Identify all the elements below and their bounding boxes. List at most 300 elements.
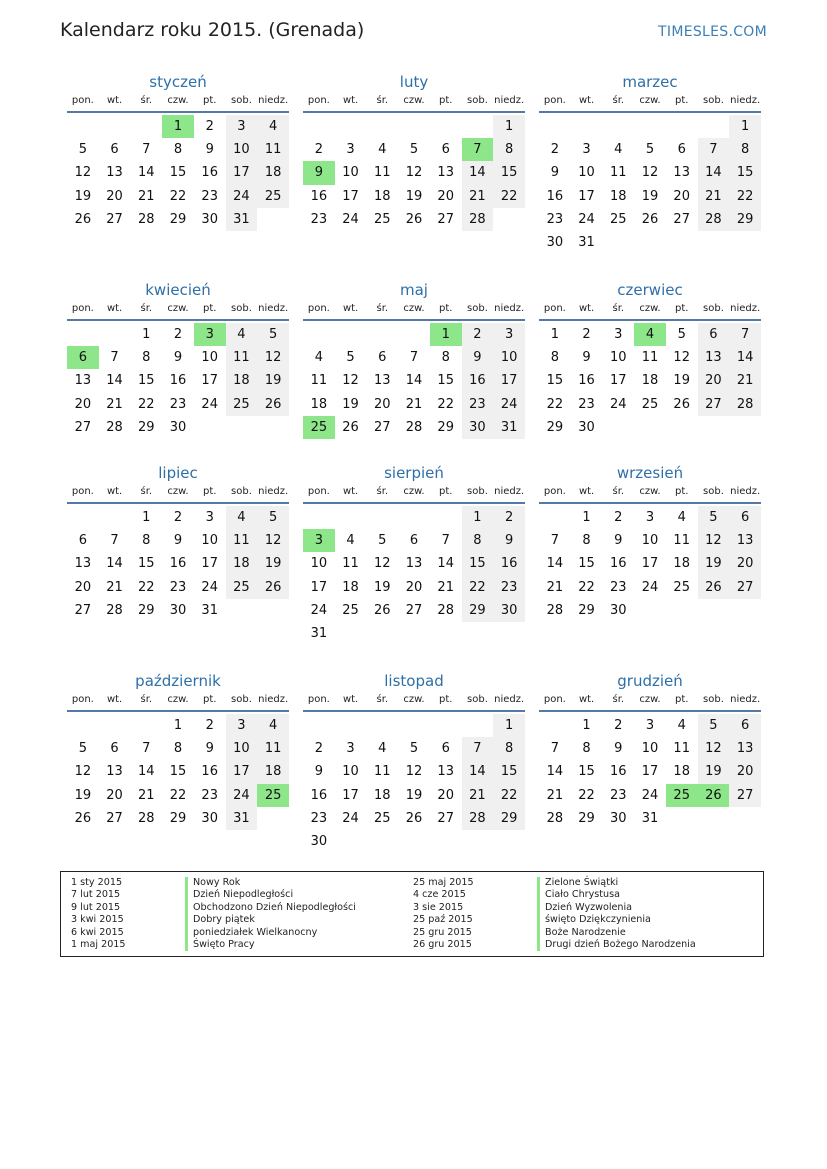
day-cell: 29 <box>493 807 525 830</box>
day-cell: 13 <box>673 165 690 181</box>
weekday-label: wt. <box>106 694 123 705</box>
day-cell: 14 <box>106 556 123 572</box>
weekday-header <box>303 301 525 321</box>
day-cell: 7 <box>550 533 559 549</box>
day-cell: 19 <box>673 373 690 389</box>
day-cell: 10 <box>342 764 359 780</box>
day-cell: 31 <box>493 416 525 439</box>
day-cell: 20 <box>673 188 690 204</box>
day-cell: 3 <box>645 718 655 733</box>
empty-cell <box>335 714 367 737</box>
legend-dates-left <box>71 877 126 951</box>
day-cell: 5 <box>698 506 730 529</box>
day-cell: 28 <box>462 807 494 830</box>
day-cell: 5 <box>78 142 87 158</box>
legend-holiday-name: Ciało Chrystusa <box>537 889 696 901</box>
day-cell: 20 <box>74 579 92 595</box>
day-cell: 5 <box>409 142 419 158</box>
month-block <box>303 462 525 645</box>
day-cell: 18 <box>310 396 328 412</box>
weekday-label: czw. <box>403 303 425 314</box>
day-cell: 13 <box>106 165 123 181</box>
day-cell: 1 <box>550 327 559 342</box>
day-cell: 14 <box>546 764 564 780</box>
day-cell: 17 <box>226 161 258 184</box>
day-cell: 22 <box>138 579 155 595</box>
day-cell: 30 <box>610 810 627 826</box>
day-cell: 17 <box>342 787 359 803</box>
day-cell: 21 <box>106 396 123 412</box>
day-cell: 5 <box>346 350 355 366</box>
day-cell: 12 <box>74 165 92 181</box>
day-cell: 30 <box>462 416 494 439</box>
day-cell: 10 <box>310 556 328 572</box>
day-cell: 27 <box>698 393 730 416</box>
weekday-header <box>303 93 525 113</box>
empty-cell <box>67 506 99 529</box>
day-cell: 18 <box>257 161 289 184</box>
day-cell: 18 <box>342 579 359 595</box>
empty-cell <box>67 714 99 737</box>
day-cell: 31 <box>226 208 258 231</box>
day-cell: 14 <box>546 556 564 572</box>
day-cell: 3 <box>645 510 655 525</box>
weekday-label: pt. <box>203 303 217 314</box>
day-cell: 1 <box>493 115 525 138</box>
day-cell: 2 <box>614 510 623 525</box>
day-cell: 22 <box>169 787 187 803</box>
day-cell: 6 <box>729 506 761 529</box>
weekday-header <box>67 692 289 712</box>
day-cell: 20 <box>729 552 761 575</box>
day-cell: 12 <box>405 165 423 181</box>
day-cell: 7 <box>110 533 119 549</box>
month-block <box>539 279 761 439</box>
day-cell: 26 <box>257 393 289 416</box>
day-cell: 23 <box>610 579 627 595</box>
day-cell: 4 <box>257 115 289 138</box>
weekday-label: niedz. <box>730 95 761 106</box>
day-cell: 29 <box>578 602 595 618</box>
empty-cell <box>366 323 398 346</box>
month-name: październik <box>135 672 221 690</box>
day-cell: 20 <box>698 369 730 392</box>
empty-cell <box>335 323 367 346</box>
day-cell: 16 <box>610 556 627 572</box>
day-cell: 11 <box>673 533 690 549</box>
legend-date: 3 sie 2015 <box>413 901 464 913</box>
weekday-label: sob. <box>467 486 488 497</box>
legend-holiday-name: Boże Narodzenie <box>537 927 696 939</box>
day-cell: 10 <box>493 346 525 369</box>
day-cell: 1 <box>162 115 194 138</box>
day-cell: 12 <box>74 764 92 780</box>
day-cell: 11 <box>342 556 359 572</box>
day-cell: 9 <box>462 346 494 369</box>
day-cell: 27 <box>729 576 761 599</box>
day-cell: 30 <box>310 833 328 849</box>
day-grid <box>539 323 761 439</box>
day-cell: 2 <box>550 142 559 158</box>
day-cell: 11 <box>673 741 690 757</box>
day-cell: 15 <box>546 373 564 389</box>
month-name: czerwiec <box>617 281 683 299</box>
weekday-header <box>67 484 289 504</box>
month-name: kwiecień <box>145 281 211 299</box>
day-cell: 6 <box>729 714 761 737</box>
day-cell: 10 <box>226 138 258 161</box>
day-cell: 17 <box>342 188 359 204</box>
day-cell: 7 <box>698 138 730 161</box>
day-cell: 24 <box>342 810 359 826</box>
day-cell: 25 <box>342 602 359 618</box>
day-cell: 20 <box>437 188 454 204</box>
day-cell: 8 <box>441 350 450 366</box>
day-cell: 8 <box>550 350 559 366</box>
day-cell: 4 <box>378 142 387 158</box>
day-cell: 11 <box>257 737 289 760</box>
day-cell: 12 <box>405 764 423 780</box>
weekday-label: wt. <box>342 303 359 314</box>
day-cell: 17 <box>226 760 258 783</box>
day-cell: 26 <box>405 810 423 826</box>
weekday-label: wt. <box>342 95 359 106</box>
day-cell: 12 <box>342 373 359 389</box>
day-cell: 11 <box>226 529 258 552</box>
day-cell: 9 <box>314 764 323 780</box>
day-cell: 17 <box>493 369 525 392</box>
day-cell: 23 <box>169 579 187 595</box>
weekday-label: niedz. <box>494 694 525 705</box>
day-cell: 24 <box>641 579 659 595</box>
weekday-label: czw. <box>639 95 661 106</box>
weekday-label: czw. <box>403 694 425 705</box>
day-cell: 15 <box>169 764 187 780</box>
day-cell: 2 <box>314 142 323 158</box>
weekday-label: śr. <box>612 486 625 497</box>
day-cell: 2 <box>493 506 525 529</box>
day-cell: 10 <box>201 350 218 366</box>
day-cell: 13 <box>106 764 123 780</box>
day-cell: 31 <box>310 625 328 641</box>
weekday-label: niedz. <box>258 303 289 314</box>
legend-holiday-name: Nowy Rok <box>185 877 356 889</box>
empty-cell <box>366 506 398 529</box>
day-cell: 16 <box>310 188 328 204</box>
day-cell: 3 <box>346 741 355 757</box>
day-cell: 24 <box>201 579 218 595</box>
day-cell: 17 <box>641 764 659 780</box>
weekday-label: czw. <box>639 694 661 705</box>
day-cell: 19 <box>374 579 391 595</box>
weekday-label: niedz. <box>494 95 525 106</box>
month-name: luty <box>399 73 429 91</box>
month-block <box>303 71 525 231</box>
day-cell: 11 <box>310 373 328 389</box>
day-cell: 14 <box>729 346 761 369</box>
day-cell: 29 <box>462 599 494 622</box>
weekday-label: wt. <box>578 486 595 497</box>
day-cell: 5 <box>257 323 289 346</box>
weekday-label: sob. <box>467 303 488 314</box>
day-cell: 8 <box>462 529 494 552</box>
site-logo[interactable]: TIMESLES.COM <box>658 24 767 40</box>
legend-holiday-name: Drugi dzień Bożego Narodzenia <box>537 939 696 951</box>
weekday-label: czw. <box>167 694 189 705</box>
weekday-header <box>539 301 761 321</box>
day-cell: 28 <box>106 602 123 618</box>
day-cell: 10 <box>641 533 659 549</box>
day-cell: 3 <box>346 142 355 158</box>
day-cell: 25 <box>257 784 289 807</box>
month-name: styczeń <box>149 73 207 91</box>
day-cell: 28 <box>546 810 564 826</box>
weekday-label: pon. <box>307 694 330 705</box>
empty-cell <box>99 506 131 529</box>
day-cell: 3 <box>614 327 623 342</box>
day-cell: 7 <box>110 350 119 366</box>
weekday-label: pon. <box>543 95 566 106</box>
day-cell: 11 <box>257 138 289 161</box>
day-cell: 22 <box>493 784 525 807</box>
weekday-label: śr. <box>612 303 625 314</box>
day-cell: 19 <box>405 188 423 204</box>
empty-cell <box>99 115 131 138</box>
empty-cell <box>366 714 398 737</box>
weekday-label: pon. <box>543 694 566 705</box>
day-cell: 29 <box>578 810 595 826</box>
day-cell: 4 <box>378 741 387 757</box>
day-cell: 8 <box>493 737 525 760</box>
day-cell: 21 <box>106 579 123 595</box>
day-cell: 17 <box>641 556 659 572</box>
day-cell: 28 <box>437 602 454 618</box>
day-cell: 18 <box>673 764 690 780</box>
weekday-label: pon. <box>71 486 94 497</box>
month-block <box>303 279 525 439</box>
day-cell: 25 <box>303 416 335 439</box>
day-grid <box>67 506 289 622</box>
day-cell: 10 <box>342 165 359 181</box>
weekday-label: sob. <box>703 486 724 497</box>
day-cell: 29 <box>437 419 454 435</box>
weekday-label: pon. <box>307 303 330 314</box>
day-cell: 5 <box>677 327 686 342</box>
day-cell: 13 <box>405 556 423 572</box>
day-cell: 18 <box>226 552 258 575</box>
day-cell: 30 <box>169 419 187 435</box>
day-cell: 11 <box>610 165 627 181</box>
day-cell: 10 <box>578 165 595 181</box>
day-cell: 27 <box>74 419 92 435</box>
day-cell: 19 <box>405 787 423 803</box>
legend-names-left <box>185 877 356 951</box>
month-name: lipiec <box>158 464 198 482</box>
weekday-label: wt. <box>106 303 123 314</box>
day-cell: 24 <box>641 787 659 803</box>
empty-cell <box>130 115 162 138</box>
day-cell: 14 <box>405 373 423 389</box>
day-grid <box>303 323 525 439</box>
day-cell: 13 <box>374 373 391 389</box>
day-cell: 6 <box>409 533 419 549</box>
day-cell: 2 <box>314 741 323 757</box>
day-cell: 27 <box>106 810 123 826</box>
weekday-label: sob. <box>231 486 252 497</box>
weekday-label: sob. <box>231 95 252 106</box>
day-cell: 27 <box>437 211 454 227</box>
day-cell: 12 <box>641 165 659 181</box>
weekday-label: pon. <box>71 694 94 705</box>
day-cell: 22 <box>578 787 595 803</box>
day-cell: 9 <box>173 533 183 549</box>
empty-cell <box>462 115 494 138</box>
weekday-label: pt. <box>675 694 689 705</box>
day-cell: 25 <box>226 393 258 416</box>
legend-date: 4 cze 2015 <box>413 889 466 901</box>
weekday-label: pon. <box>543 486 566 497</box>
day-cell: 29 <box>138 602 155 618</box>
day-cell: 16 <box>310 787 328 803</box>
day-cell: 19 <box>698 552 730 575</box>
day-cell: 4 <box>634 323 666 346</box>
day-cell: 26 <box>374 602 391 618</box>
day-cell: 22 <box>462 576 494 599</box>
day-cell: 15 <box>578 764 595 780</box>
day-cell: 8 <box>493 138 525 161</box>
day-cell: 15 <box>493 161 525 184</box>
day-cell: 25 <box>666 784 698 807</box>
day-cell: 3 <box>226 115 258 138</box>
day-cell: 30 <box>201 810 218 826</box>
day-cell: 9 <box>303 161 335 184</box>
day-cell: 14 <box>138 764 155 780</box>
day-cell: 5 <box>378 533 387 549</box>
day-grid <box>539 714 761 830</box>
day-cell: 18 <box>374 787 391 803</box>
weekday-label: pt. <box>439 303 453 314</box>
day-cell: 16 <box>462 369 494 392</box>
weekday-label: czw. <box>167 303 189 314</box>
weekday-label: niedz. <box>258 486 289 497</box>
weekday-label: niedz. <box>258 95 289 106</box>
day-cell: 19 <box>342 396 359 412</box>
day-cell: 24 <box>578 211 595 227</box>
day-cell: 29 <box>169 810 187 826</box>
weekday-label: wt. <box>578 95 595 106</box>
day-cell: 9 <box>614 533 623 549</box>
weekday-label: sob. <box>703 95 724 106</box>
weekday-label: pt. <box>203 694 217 705</box>
day-cell: 19 <box>698 760 730 783</box>
day-cell: 6 <box>78 533 87 549</box>
day-cell: 8 <box>142 533 151 549</box>
day-cell: 9 <box>582 350 591 366</box>
weekday-label: niedz. <box>730 486 761 497</box>
day-cell: 16 <box>169 556 187 572</box>
weekday-label: sob. <box>231 694 252 705</box>
empty-cell <box>539 115 571 138</box>
weekday-label: czw. <box>403 95 425 106</box>
empty-cell <box>303 506 335 529</box>
day-cell: 29 <box>546 419 564 435</box>
weekday-label: śr. <box>612 95 625 106</box>
weekday-header <box>539 484 761 504</box>
day-cell: 28 <box>729 393 761 416</box>
weekday-label: czw. <box>403 486 425 497</box>
weekday-label: sob. <box>703 303 724 314</box>
legend-date: 25 maj 2015 <box>413 877 474 888</box>
day-cell: 26 <box>698 784 730 807</box>
day-cell: 26 <box>405 211 423 227</box>
empty-cell <box>398 115 430 138</box>
day-cell: 11 <box>374 165 391 181</box>
weekday-label: wt. <box>578 694 595 705</box>
day-cell: 31 <box>578 234 595 250</box>
day-cell: 12 <box>673 350 690 366</box>
weekday-label: pt. <box>439 694 453 705</box>
day-cell: 15 <box>462 552 494 575</box>
weekday-header <box>539 93 761 113</box>
day-cell: 2 <box>462 323 494 346</box>
day-cell: 23 <box>493 576 525 599</box>
empty-cell <box>335 506 367 529</box>
legend-holiday-name: Obchodzono Dzień Niepodległości <box>185 902 356 914</box>
weekday-label: śr. <box>376 303 389 314</box>
empty-cell <box>335 115 367 138</box>
day-cell: 24 <box>226 185 258 208</box>
weekday-label: sob. <box>231 303 252 314</box>
day-cell: 22 <box>578 579 595 595</box>
weekday-label: niedz. <box>730 694 761 705</box>
day-cell: 28 <box>546 602 564 618</box>
month-block <box>539 71 761 254</box>
day-cell: 24 <box>310 602 328 618</box>
day-cell: 25 <box>673 579 690 595</box>
day-cell: 9 <box>614 741 623 757</box>
day-cell: 1 <box>142 327 151 342</box>
empty-cell <box>366 115 398 138</box>
day-cell: 20 <box>106 188 123 204</box>
day-cell: 6 <box>378 350 387 366</box>
month-block <box>539 670 761 830</box>
month-name: sierpień <box>384 464 444 482</box>
day-cell: 18 <box>226 369 258 392</box>
day-cell: 4 <box>614 142 623 158</box>
day-cell: 15 <box>493 760 525 783</box>
day-cell: 6 <box>67 346 99 369</box>
day-cell: 23 <box>462 393 494 416</box>
weekday-label: niedz. <box>494 303 525 314</box>
weekday-header <box>67 93 289 113</box>
weekday-label: niedz. <box>730 303 761 314</box>
day-cell: 21 <box>138 188 155 204</box>
day-cell: 19 <box>257 369 289 392</box>
empty-cell <box>398 714 430 737</box>
day-cell: 22 <box>546 396 564 412</box>
day-cell: 16 <box>201 764 218 780</box>
day-cell: 8 <box>729 138 761 161</box>
day-cell: 25 <box>226 576 258 599</box>
weekday-label: śr. <box>140 95 153 106</box>
day-cell: 8 <box>582 533 591 549</box>
day-cell: 12 <box>374 556 391 572</box>
empty-cell <box>462 714 494 737</box>
page-title: Kalendarz roku 2015. (Grenada) <box>60 19 365 41</box>
day-cell: 4 <box>257 714 289 737</box>
weekday-label: pon. <box>543 303 566 314</box>
weekday-label: czw. <box>639 486 661 497</box>
